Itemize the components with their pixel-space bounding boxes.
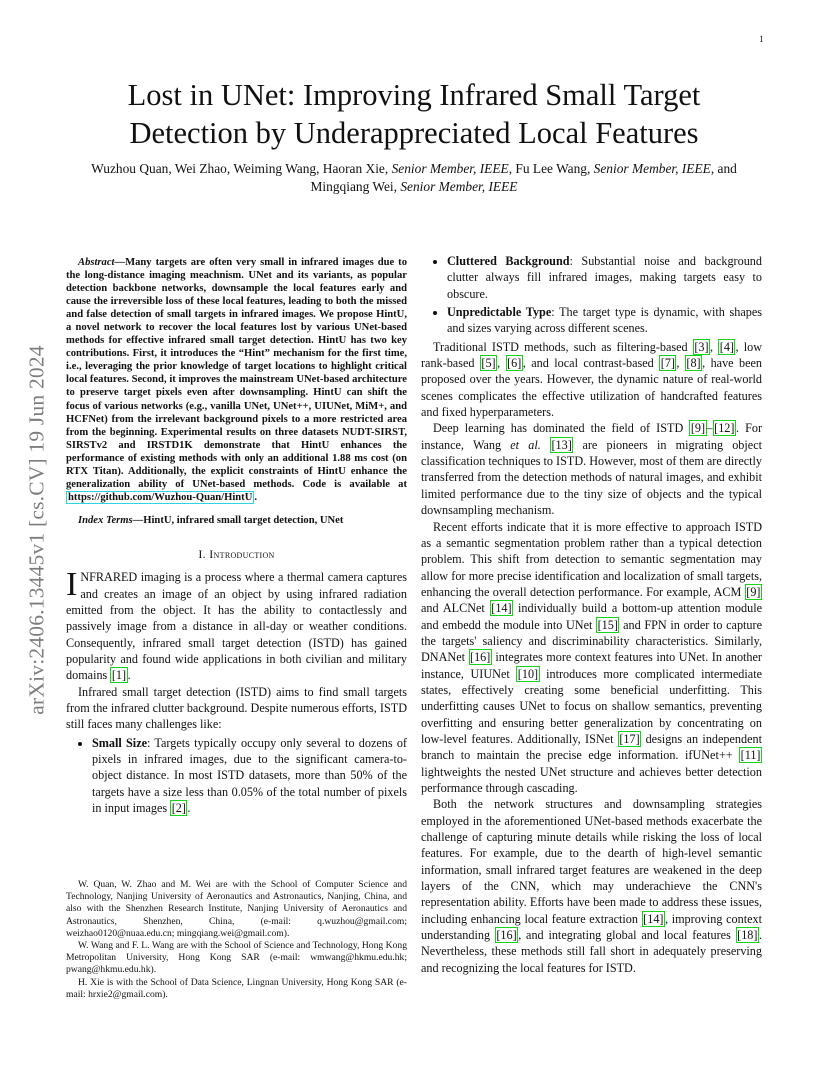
citation-link[interactable]: [4]	[719, 339, 734, 354]
bullet-text: : Substantial noise and background clutter always fill infrared images, making targets easy to obscure.	[447, 254, 762, 301]
author-role: Senior Member, IEEE	[391, 161, 509, 176]
left-column	[66, 256, 407, 818]
citation-link[interactable]: [12]	[714, 421, 735, 436]
citation-link[interactable]: [10]	[517, 666, 539, 681]
bullet-label: Small Size	[92, 735, 148, 750]
paragraph-network-structures: Both the network structures and downsampling strategies employed in the aforementioned UNet-based methods exacerbate the challenge of capturing minute details while risking the loss of local features. For example, due to the dearth of high-level semantic information, small infrared target features are weakened in the deep layers of the CNN, which may underachieve the CNN's representation ability. Efforts have been made to address these issues, including enhancing local feature extraction [14] , improving context understanding [16] , and integrating global and local features [18] . Nevertheless, these methods still fall short in adequately preserving and recognizing the local features for ISTD.	[421, 797, 763, 975]
citation-link[interactable]: [6]	[507, 356, 522, 371]
section-heading	[66, 546, 407, 562]
intro-p1-text: NFRARED imaging is a process where a thermal camera captures and creates an image of an object by using infrared radiation emitted from the object. It has the ability to contactlessly and passively image from a distance in all-day or weather conditions. Consequently, infrared small target detection (ISTD) has gained popularity and found wide applications in both civilian and military domains	[66, 570, 407, 683]
citation-link[interactable]: [2]	[171, 801, 186, 816]
arxiv-stamp	[22, 290, 52, 770]
challenge-list-continued	[421, 253, 762, 337]
bullet-text: : The target type is dynamic, with shapes and sizes varying across different scenes.	[447, 305, 762, 336]
citation-link[interactable]: [9]	[746, 584, 761, 599]
paragraph-recent-efforts	[421, 519, 762, 797]
footnote-1: W. Quan, W. Zhao and M. Wei are with the School of Computer Science and Technology, Nanjing University of Aeronautics and Astronautics, Nanjing, China, and also with the Shenzhen Research Institute, Nanjing University of Aeronautics and Astronautics, Shenzhen, China, (e-mail: q.wuzhou@gmail.com; weizhao0120@nuaa.edu.cn; mingqiang.wei@gmail.com).	[66, 879, 407, 939]
code-link[interactable]: https://github.com/Wuzhou-Quan/HintU	[68, 491, 253, 503]
index-terms-label: Index Terms	[78, 514, 133, 526]
title-line-1: Lost in UNet: Improving Infrared Small Target	[127, 78, 701, 112]
text: Deep learning has dominated the field of ISTD	[433, 421, 690, 436]
text: Traditional ISTD methods, such as filtering-based	[433, 339, 693, 354]
text: are pioneers in migrating object classification techniques to ISTD. However, most of them are directly transferred from the detection methods of natural images, and exhibit limited performance due to the tiny size of objects and the typical downsampling mechanism.	[421, 437, 762, 518]
text: and ALCNet	[421, 601, 490, 616]
footnote-2: W. Wang and F. L. Wang are with the School of Science and Technology, Hong Kong Metropolitan University, Hong Kong SAR (e-mail: wmwang@hkmu.edu.hk; pwang@hkmu.edu.hk).	[66, 940, 407, 976]
paragraph-traditional: Traditional ISTD methods, such as filtering-based [3] , [4] , low rank-based [5] , [6] , and local contrast-based [7] , [8] , have been proposed over the years. However, the dynamic nature of real-world scenes complicates the effective utilization of handcrafted features and fixed hyperparameters.	[421, 339, 763, 420]
text: improving context understanding	[421, 911, 763, 943]
abstract-text: —Many targets are often very small in infrared images due to the long-distance imaging meachnism. UNet and its variants, as popular detection backbone networks, downsample the local features early and cause the irreversible loss of these local features, leading to both the missed and false detection of small targets in infrared images. We propose HintU, a novel network to recover the local features lost by various UNet-based methods for effective infrared small target detection. HintU has two key contributions. First, it introduces the “Hint” mechanism for the first time, i.e., leveraging the prior knowledge of target locations to highlight critical local features. Second, it improves the mainstream UNet-based architecture to preserve target pixels even after downsampling. HintU can shift the focus of various networks (e.g., vanilla UNet, UNet++, UIUNet, MiM+, and HCFNet) from the irrelevant background pixels to a more restricted area from the beginning. Experimental results on three datasets NUDT-SIRST, SIRSTv2 and IRSTD1K demonstrate that HintU enhances the performance of existing methods with only an additional 1.88 ms cost (on RTX Titan). Additionally, the explicit constraints of HintU enhance the generalization ability of UNet-based methods. Code is available at	[66, 257, 407, 490]
text: have been proposed over the years. However, the dynamic nature of real-world scenes complicates the effective utilization of handcrafted features and fixed hyperparameters.	[421, 356, 763, 420]
citation-link[interactable]: [16]	[496, 928, 517, 943]
paragraph-deep-learning	[421, 420, 762, 518]
text: and FPN in order to capture the targets' saliency and discriminability characteristics. Similarly, DNANet	[421, 617, 762, 665]
author-role: Senior Member, IEEE	[400, 179, 518, 194]
text: introduces more complicated intermediate states, effectively creating some beneficial underfitting. This underfitting causes UNet to focus on shallow semantics, preventing overfitting and ensuring better generalization by concentrating on low-level features. Additionally, ISNet	[421, 666, 762, 746]
intro-paragraph-1	[66, 566, 407, 683]
text: Recent efforts indicate that it is more effective to approach ISTD as a semantic segmentation problem rather than a typical detection problem. This shift from detection to semantic segmentation may allow for more precise identification and localization of small targets, enhancing the overall detection performance. For example, ACM	[421, 519, 762, 599]
arxiv-id: arXiv:2406.13445v1 [cs.CV] 19 Jun 2024	[24, 345, 49, 715]
abstract	[66, 256, 407, 504]
list-item	[92, 735, 407, 817]
intro-p1-end: .	[127, 668, 131, 683]
author-list	[90, 160, 738, 196]
footnote-3: H. Xie is with the School of Data Science, Lingnan University, Hong Kong SAR (e-mail: hrxie2@gmail.com).	[66, 976, 407, 1000]
section-number: I.	[198, 546, 210, 561]
list-item	[447, 253, 762, 302]
index-terms-text: —HintU, infrared small target detection, UNet	[132, 514, 344, 526]
list-item	[447, 304, 762, 337]
text: . For instance, Wang	[421, 421, 762, 452]
citation-link[interactable]: [18]	[737, 928, 758, 943]
bullet-end: .	[187, 801, 191, 816]
bullet-label: Unpredictable Type	[447, 305, 552, 320]
intro-paragraph-2: Infrared small target detection (ISTD) aims to find small targets from the infrared clutter background. Despite numerous efforts, ISTD still faces many challenges like:	[66, 684, 407, 732]
text: designs an independent branch to maintain the precise edge information. ifUNet++	[421, 731, 762, 763]
citation-link[interactable]: [14]	[491, 601, 512, 616]
text: . Nevertheless, these methods still fall short in adequately preserving and recognizing the local features for ISTD.	[421, 928, 762, 975]
text: et al.	[510, 437, 541, 452]
paper-title	[64, 76, 764, 152]
bullet-text: : Targets typically occupy only several to dozens of pixels in infrared images, due to the significant camera-to-object distance. In most ISTD datasets, more than 50% of the targets have a size less than 0.05% of the total number of pixels in input images	[92, 735, 407, 816]
text: integrates more context features into UNet. In another instance, UIUNet	[421, 650, 762, 681]
right-column	[421, 253, 762, 976]
citation-link[interactable]: [5]	[481, 356, 496, 371]
text: and integrating global and local features	[521, 928, 736, 943]
abstract-end: .	[254, 491, 258, 503]
authors-part: Wuzhou Quan, Wei Zhao, Weiming Wang, Haoran Xie,	[91, 161, 392, 176]
index-terms	[66, 514, 407, 527]
challenge-list	[66, 735, 407, 817]
citation-link[interactable]: [11]	[740, 748, 761, 763]
text: individually build a bottom-up attention module and embedd the module into UNet	[421, 601, 762, 632]
section-title: Introduction	[209, 546, 275, 561]
text: and local contrast-based	[525, 356, 660, 371]
text: Both the network structures and downsampling strategies employed in the aforementioned UNet-based methods exacerbate the challenge of capturing minute details while risking the loss of local features. For example, due to the dearth of high-level semantic information, small infrared target features are weakened in the deep layers of the CNN, which may underachieve the CNN's representation ability. Efforts have been made to address these issues, including enhancing local feature extraction	[421, 797, 762, 926]
citation-link[interactable]: [1]	[111, 668, 127, 683]
author-role: Senior Member, IEEE	[593, 161, 711, 176]
authors-part: , Fu Lee Wang,	[508, 161, 594, 176]
citation-link[interactable]: [16]	[470, 650, 491, 665]
citation-link[interactable]: [14]	[643, 911, 664, 926]
citation-link[interactable]: [7]	[660, 356, 675, 371]
text: lightweights the nested UNet structure and achieves better detection performance through cascading.	[421, 764, 762, 795]
citation-link[interactable]: [8]	[686, 356, 701, 371]
bullet-label: Cluttered Background	[447, 254, 570, 268]
abstract-label: Abstract	[78, 257, 115, 268]
footnotes	[66, 879, 407, 1001]
citation-link[interactable]: [9]	[690, 421, 706, 436]
page-number: 1	[759, 34, 764, 44]
citation-link[interactable]: [13]	[551, 437, 572, 452]
text: low rank-based	[421, 339, 762, 371]
text: –	[706, 421, 713, 436]
citation-link[interactable]: [17]	[619, 731, 640, 746]
citation-link[interactable]: [15]	[597, 617, 618, 632]
authors-part: , and Mingqiang Wei,	[310, 161, 737, 194]
title-line-2: Detection by Underappreciated Local Features	[129, 116, 699, 150]
drop-cap: I	[66, 566, 78, 604]
citation-link[interactable]: [3]	[694, 339, 709, 354]
